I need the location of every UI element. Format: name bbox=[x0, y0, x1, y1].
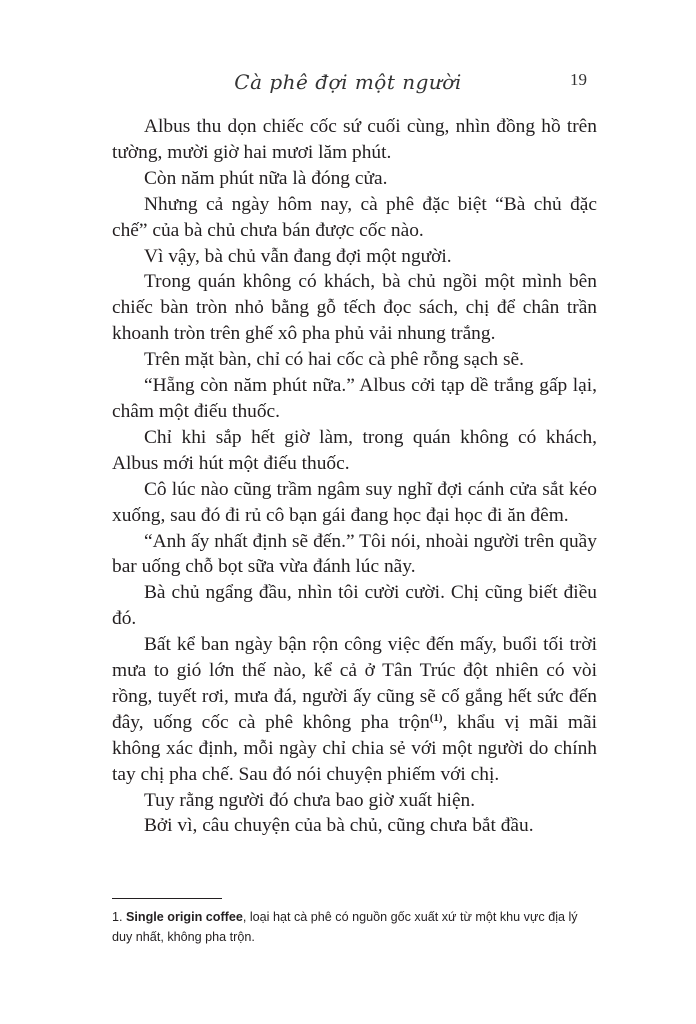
paragraph: Còn năm phút nữa là đóng cửa. bbox=[144, 167, 388, 189]
paragraph: Bởi vì, câu chuyện của bà chủ, cũng chưa bắt đầu. bbox=[144, 815, 534, 837]
footnote-divider bbox=[112, 898, 222, 899]
footnote-reference[interactable]: (1) bbox=[429, 711, 443, 724]
paragraph-with-footnote bbox=[112, 632, 597, 787]
paragraph: Trên mặt bàn, chỉ có hai cốc cà phê rỗng sạch sẽ. bbox=[144, 349, 524, 371]
running-title: Cà phê đợi một người bbox=[234, 70, 462, 94]
page-number: 19 bbox=[570, 70, 587, 89]
paragraph: “Hẵng còn năm phút nữa.” Albus cởi tạp dề trắng gấp lại, châm một điếu thuốc. bbox=[112, 375, 597, 422]
paragraph: Nhưng cả ngày hôm nay, cà phê đặc biệt “Bà chủ đặc chế” của bà chủ chưa bán được cốc nào. bbox=[112, 193, 597, 241]
paragraph-text: , khẩu vị mãi mãi không xác định, mỗi ngày chỉ chia sẻ với một người do chính tay chị pha chế. Sau đó nói chuyện phiếm với chị. bbox=[112, 711, 597, 785]
paragraph: Cô lúc nào cũng trầm ngâm suy nghĩ đợi cánh cửa sắt kéo xuống, sau đó đi rủ cô bạn gái đang học đại học đi ăn đêm. bbox=[112, 478, 597, 526]
paragraph: Trong quán không có khách, bà chủ ngồi một mình bên chiếc bàn tròn nhỏ bằng gỗ tếch đọc sách, chị để chân trần khoanh tròn trên ghế xô pha phủ vải nhung trắng. bbox=[112, 271, 597, 345]
paragraph: Bà chủ ngẩng đầu, nhìn tôi cười cười. Chị cũng biết điều đó. bbox=[112, 582, 597, 630]
footnote-number: 1. bbox=[112, 910, 123, 924]
paragraph-text: Bất kể ban ngày bận rộn công việc đến mấy, buổi tối trời mưa to gió lớn thế nào, kể cả ở Tân Trúc đột nhiên có vòi rồng, tuyết rơi, mưa đá, người ấy cũng sẽ cố gắng hết sức đến đây, uống cốc cà phê không pha trộn bbox=[112, 634, 597, 733]
body-text bbox=[112, 114, 597, 839]
paragraph: Chỉ khi sắp hết giờ làm, trong quán không có khách, Albus mới hút một điếu thuốc. bbox=[112, 426, 597, 474]
paragraph: Tuy rằng người đó chưa bao giờ xuất hiện. bbox=[144, 789, 476, 811]
paragraph: “Anh ấy nhất định sẽ đến.” Tôi nói, nhoài người trên quầy bar uống chỗ bọt sữa vừa đánh lúc nãy. bbox=[112, 530, 597, 578]
paragraph: Albus thu dọn chiếc cốc sứ cuối cùng, nhìn đồng hồ trên tường, mười giờ hai mươi lăm phút. bbox=[112, 116, 597, 163]
paragraph: Vì vậy, bà chủ vẫn đang đợi một người. bbox=[144, 245, 452, 267]
footnote-text: , loại hạt cà phê có nguồn gốc xuất xứ từ một khu vực địa lý duy nhất, không pha trộn. bbox=[112, 910, 578, 944]
footnote-term: Single origin coffee bbox=[126, 910, 243, 924]
footnote bbox=[112, 907, 597, 947]
